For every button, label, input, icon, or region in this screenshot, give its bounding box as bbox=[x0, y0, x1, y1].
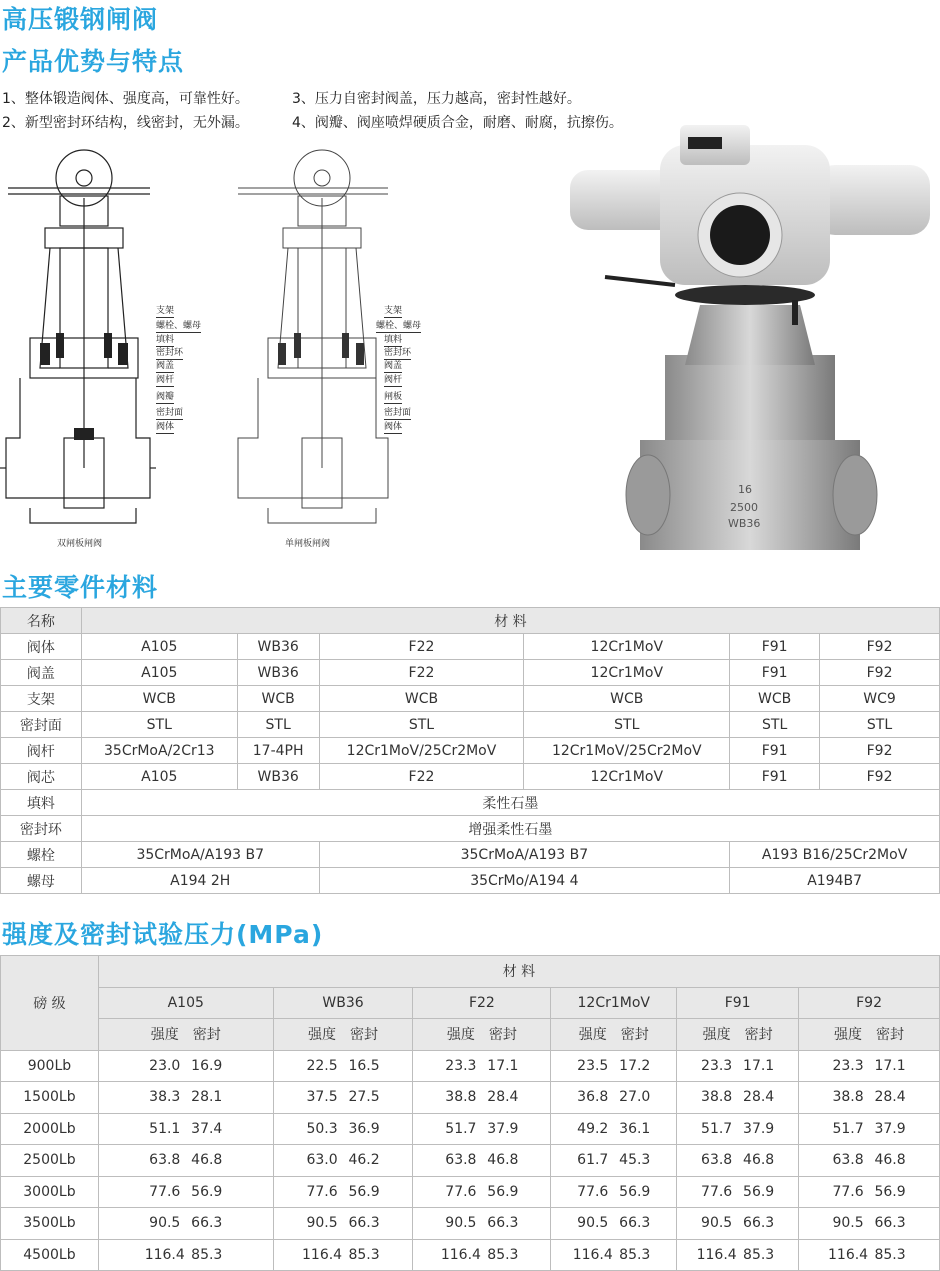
pt-cell bbox=[799, 1145, 940, 1177]
mt-cell: 35CrMoA/A193 B7 bbox=[319, 842, 730, 868]
pt-class: 3000Lb bbox=[1, 1176, 99, 1208]
pt-strength-value: 63.8 bbox=[701, 1152, 733, 1169]
table-row bbox=[1, 660, 940, 686]
pt-seal-value: 45.3 bbox=[619, 1152, 651, 1169]
pt-strength-value: 63.8 bbox=[832, 1152, 864, 1169]
mt-cell: WCB bbox=[237, 686, 319, 712]
pt-cell bbox=[677, 1176, 799, 1208]
mt-cell: A105 bbox=[81, 634, 237, 660]
table-row bbox=[1, 1208, 940, 1240]
mt-cell: WB36 bbox=[237, 660, 319, 686]
feature-4: 4、阀瓣、阀座喷焊硬质合金，耐磨、耐腐，抗擦伤。 bbox=[292, 115, 623, 131]
mt-cell: F91 bbox=[730, 634, 820, 660]
pt-seal-value: 17.1 bbox=[487, 1057, 519, 1074]
pt-cell bbox=[273, 1145, 413, 1177]
pt-seal-label: 密封 bbox=[192, 1027, 221, 1044]
pt-strength-value: 116.4 bbox=[440, 1246, 481, 1263]
double-label-seal-face: 密封面 bbox=[156, 408, 184, 418]
table-row bbox=[1, 686, 940, 712]
pt-material: F92 bbox=[799, 987, 940, 1019]
pt-seal-value: 56.9 bbox=[348, 1183, 380, 1200]
table-row bbox=[1, 1113, 940, 1145]
double-label-bracket: 支架 bbox=[156, 306, 175, 316]
pt-seal-label: 密封 bbox=[876, 1027, 905, 1044]
mt-cell: 35CrMoA/2Cr13 bbox=[81, 738, 237, 764]
pt-cell bbox=[273, 1176, 413, 1208]
pt-cell bbox=[799, 1050, 940, 1082]
pt-strength-value: 61.7 bbox=[577, 1152, 609, 1169]
single-label-body: 阀体 bbox=[384, 422, 403, 432]
pt-cell bbox=[413, 1208, 551, 1240]
pt-seal-value: 56.9 bbox=[487, 1183, 519, 1200]
mt-row-name: 阀盖 bbox=[1, 660, 82, 686]
pt-cell bbox=[98, 1082, 273, 1114]
mt-cell: A193 B16/25Cr2MoV bbox=[730, 842, 940, 868]
pt-cell bbox=[98, 1176, 273, 1208]
pt-strength-value: 116.4 bbox=[302, 1246, 343, 1263]
pt-seal-value: 46.8 bbox=[191, 1152, 223, 1169]
mt-row-name: 密封环 bbox=[1, 816, 82, 842]
pt-cell bbox=[799, 1239, 940, 1271]
pt-seal-value: 56.9 bbox=[874, 1183, 906, 1200]
pt-strength-value: 116.4 bbox=[572, 1246, 613, 1263]
pt-class-header: 磅 级 bbox=[1, 956, 99, 1051]
mt-row-name: 阀芯 bbox=[1, 764, 82, 790]
mt-cell: 12Cr1MoV/25Cr2MoV bbox=[524, 738, 730, 764]
materials-table bbox=[0, 607, 940, 894]
double-label-seal-ring: 密封环 bbox=[156, 348, 184, 358]
pt-seal-value: 85.3 bbox=[191, 1246, 223, 1263]
single-label-bonnet: 阀盖 bbox=[384, 361, 403, 371]
pt-strength-value: 90.5 bbox=[306, 1215, 338, 1232]
table-row bbox=[1, 1176, 940, 1208]
table-row bbox=[1, 868, 940, 894]
pt-seal-value: 27.5 bbox=[348, 1089, 380, 1106]
feature-2: 2、新型密封环结构，线密封，无外漏。 bbox=[2, 115, 249, 131]
pt-strength-label: 强度 bbox=[578, 1027, 607, 1044]
mt-cell: WB36 bbox=[237, 764, 319, 790]
pt-seal-value: 46.8 bbox=[487, 1152, 519, 1169]
page-title: 高压锻钢闸阀 bbox=[2, 5, 159, 34]
single-label-gate: 闸板 bbox=[384, 392, 403, 402]
mt-row-name: 阀杆 bbox=[1, 738, 82, 764]
table-row bbox=[1, 1082, 940, 1114]
mt-cell: F91 bbox=[730, 660, 820, 686]
pt-strength-value: 51.7 bbox=[832, 1120, 864, 1137]
pt-subheader bbox=[799, 1019, 940, 1051]
pressure-table bbox=[0, 955, 940, 1271]
pt-strength-value: 90.5 bbox=[701, 1215, 733, 1232]
mt-cell: STL bbox=[237, 712, 319, 738]
mt-cell: 12Cr1MoV/25Cr2MoV bbox=[319, 738, 524, 764]
mt-cell: 17-4PH bbox=[237, 738, 319, 764]
mt-cell: F91 bbox=[730, 764, 820, 790]
mt-cell: STL bbox=[730, 712, 820, 738]
pt-cell bbox=[413, 1082, 551, 1114]
pt-seal-value: 66.3 bbox=[619, 1215, 651, 1232]
pt-subheader bbox=[413, 1019, 551, 1051]
pt-strength-value: 38.8 bbox=[701, 1089, 733, 1106]
pt-subheader bbox=[273, 1019, 413, 1051]
table-row bbox=[1, 790, 940, 816]
pt-cell bbox=[799, 1208, 940, 1240]
pt-seal-value: 46.8 bbox=[743, 1152, 775, 1169]
pt-subheader bbox=[677, 1019, 799, 1051]
single-label-seal-ring: 密封环 bbox=[384, 348, 412, 358]
pt-seal-value: 28.1 bbox=[191, 1089, 223, 1106]
double-label-body: 阀体 bbox=[156, 422, 175, 432]
pt-cell bbox=[413, 1176, 551, 1208]
pt-seal-value: 28.4 bbox=[874, 1089, 906, 1106]
pt-class: 4500Lb bbox=[1, 1239, 99, 1271]
pt-material: A105 bbox=[98, 987, 273, 1019]
pt-cell bbox=[551, 1239, 677, 1271]
pt-strength-value: 49.2 bbox=[577, 1120, 609, 1137]
pt-strength-value: 51.1 bbox=[149, 1120, 181, 1137]
pt-cell bbox=[273, 1208, 413, 1240]
mt-cell: A194 2H bbox=[81, 868, 319, 894]
pt-strength-value: 90.5 bbox=[149, 1215, 181, 1232]
pt-material: 12Cr1MoV bbox=[551, 987, 677, 1019]
pt-strength-value: 23.3 bbox=[832, 1057, 864, 1074]
mt-name-header: 名称 bbox=[1, 608, 82, 634]
pt-seal-value: 56.9 bbox=[619, 1183, 651, 1200]
pt-seal-label: 密封 bbox=[350, 1027, 379, 1044]
pt-seal-value: 17.1 bbox=[743, 1057, 775, 1074]
pt-seal-label: 密封 bbox=[744, 1027, 773, 1044]
mt-cell: WCB bbox=[524, 686, 730, 712]
double-label-disc: 阀瓣 bbox=[156, 392, 175, 402]
pt-class: 2500Lb bbox=[1, 1145, 99, 1177]
pt-seal-value: 56.9 bbox=[191, 1183, 223, 1200]
pt-seal-value: 46.8 bbox=[874, 1152, 906, 1169]
double-label-bonnet: 阀盖 bbox=[156, 361, 175, 371]
mt-cell: STL bbox=[319, 712, 524, 738]
feature-1: 1、整体锻造阀体、强度高，可靠性好。 bbox=[2, 91, 249, 107]
pt-strength-label: 强度 bbox=[702, 1027, 731, 1044]
pt-cell bbox=[413, 1145, 551, 1177]
pt-class: 3500Lb bbox=[1, 1208, 99, 1240]
pt-strength-value: 77.6 bbox=[149, 1183, 181, 1200]
pt-cell bbox=[413, 1050, 551, 1082]
pt-seal-value: 28.4 bbox=[487, 1089, 519, 1106]
mt-cell: A194B7 bbox=[730, 868, 940, 894]
mt-cell: F92 bbox=[820, 660, 940, 686]
pt-cell bbox=[799, 1176, 940, 1208]
pt-strength-label: 强度 bbox=[446, 1027, 475, 1044]
pt-seal-value: 27.0 bbox=[619, 1089, 651, 1106]
pt-cell bbox=[273, 1113, 413, 1145]
pt-strength-value: 37.5 bbox=[306, 1089, 338, 1106]
mt-row-name: 阀体 bbox=[1, 634, 82, 660]
pt-cell bbox=[677, 1113, 799, 1145]
photo-stamp-2: 2500 bbox=[730, 501, 758, 514]
table-row bbox=[1, 738, 940, 764]
pt-strength-value: 77.6 bbox=[832, 1183, 864, 1200]
pt-seal-value: 66.3 bbox=[348, 1215, 380, 1232]
mt-cell: WCB bbox=[730, 686, 820, 712]
double-gate-caption: 双闸板闸阀 bbox=[57, 539, 103, 549]
pt-strength-value: 90.5 bbox=[445, 1215, 477, 1232]
pt-strength-value: 22.5 bbox=[306, 1057, 338, 1074]
mt-cell: WCB bbox=[319, 686, 524, 712]
mt-cell: F22 bbox=[319, 634, 524, 660]
pt-cell bbox=[98, 1113, 273, 1145]
mt-cell: 12Cr1MoV bbox=[524, 660, 730, 686]
pt-cell bbox=[551, 1208, 677, 1240]
pt-cell bbox=[273, 1239, 413, 1271]
mt-row-name: 密封面 bbox=[1, 712, 82, 738]
pt-strength-value: 23.3 bbox=[701, 1057, 733, 1074]
pt-strength-value: 90.5 bbox=[832, 1215, 864, 1232]
pt-strength-value: 77.6 bbox=[577, 1183, 609, 1200]
pt-strength-value: 63.8 bbox=[445, 1152, 477, 1169]
pt-cell bbox=[551, 1050, 677, 1082]
table-row bbox=[1, 842, 940, 868]
pt-seal-value: 66.3 bbox=[487, 1215, 519, 1232]
mt-cell: WC9 bbox=[820, 686, 940, 712]
mt-cell: WB36 bbox=[237, 634, 319, 660]
pt-strength-label: 强度 bbox=[834, 1027, 863, 1044]
pt-strength-label: 强度 bbox=[308, 1027, 337, 1044]
pt-material: WB36 bbox=[273, 987, 413, 1019]
photo-stamp-1: 16 bbox=[738, 483, 752, 496]
pt-seal-value: 17.2 bbox=[619, 1057, 651, 1074]
pt-strength-value: 116.4 bbox=[144, 1246, 185, 1263]
table-row bbox=[1, 764, 940, 790]
mt-cell: 12Cr1MoV bbox=[524, 634, 730, 660]
pt-seal-value: 36.1 bbox=[619, 1120, 651, 1137]
pt-cell bbox=[677, 1082, 799, 1114]
pt-cell bbox=[551, 1113, 677, 1145]
table-row bbox=[1, 816, 940, 842]
pt-seal-value: 66.3 bbox=[743, 1215, 775, 1232]
single-label-packing: 填料 bbox=[384, 335, 403, 345]
pt-cell bbox=[677, 1145, 799, 1177]
pt-seal-value: 37.4 bbox=[191, 1120, 223, 1137]
pt-cell bbox=[273, 1050, 413, 1082]
pressure-heading: 强度及密封试验压力(MPa) bbox=[2, 920, 324, 949]
pt-strength-value: 23.5 bbox=[577, 1057, 609, 1074]
pt-strength-value: 77.6 bbox=[306, 1183, 338, 1200]
pt-class: 900Lb bbox=[1, 1050, 99, 1082]
pt-strength-value: 23.0 bbox=[149, 1057, 181, 1074]
pt-strength-value: 63.8 bbox=[149, 1152, 181, 1169]
pt-cell bbox=[799, 1113, 940, 1145]
pt-seal-value: 37.9 bbox=[874, 1120, 906, 1137]
valve-product-photo bbox=[560, 115, 940, 555]
single-label-seal-face: 密封面 bbox=[384, 408, 412, 418]
mt-cell: 12Cr1MoV bbox=[524, 764, 730, 790]
photo-stamp-3: WB36 bbox=[728, 517, 761, 530]
table-row bbox=[1, 1145, 940, 1177]
pt-subheader bbox=[98, 1019, 273, 1051]
pt-cell bbox=[413, 1113, 551, 1145]
mt-cell: STL bbox=[524, 712, 730, 738]
pt-cell bbox=[273, 1082, 413, 1114]
single-gate-caption: 单闸板闸阀 bbox=[285, 539, 331, 549]
materials-heading: 主要零件材料 bbox=[2, 573, 159, 602]
mt-row-name: 螺栓 bbox=[1, 842, 82, 868]
table-row bbox=[1, 634, 940, 660]
single-gate-valve-drawing bbox=[228, 138, 398, 538]
single-label-bolt-nut: 螺栓、螺母 bbox=[376, 321, 422, 331]
mt-cell: F22 bbox=[319, 764, 524, 790]
pt-material: F22 bbox=[413, 987, 551, 1019]
features-heading: 产品优势与特点 bbox=[2, 47, 185, 76]
feature-3: 3、压力自密封阀盖，压力越高，密封性越好。 bbox=[292, 91, 581, 107]
pt-seal-value: 28.4 bbox=[743, 1089, 775, 1106]
pt-strength-value: 51.7 bbox=[445, 1120, 477, 1137]
pt-strength-value: 38.8 bbox=[832, 1089, 864, 1106]
pt-class: 2000Lb bbox=[1, 1113, 99, 1145]
mt-cell: F22 bbox=[319, 660, 524, 686]
mt-cell: F91 bbox=[730, 738, 820, 764]
pt-strength-value: 90.5 bbox=[577, 1215, 609, 1232]
table-row bbox=[1, 712, 940, 738]
pt-seal-value: 37.9 bbox=[487, 1120, 519, 1137]
pt-cell bbox=[677, 1050, 799, 1082]
mt-cell: 35CrMo/A194 4 bbox=[319, 868, 730, 894]
pt-strength-value: 51.7 bbox=[701, 1120, 733, 1137]
pt-cell bbox=[413, 1239, 551, 1271]
pt-seal-value: 66.3 bbox=[874, 1215, 906, 1232]
pt-strength-value: 38.8 bbox=[445, 1089, 477, 1106]
pt-strength-value: 116.4 bbox=[696, 1246, 737, 1263]
pt-seal-value: 36.9 bbox=[348, 1120, 380, 1137]
pt-strength-value: 36.8 bbox=[577, 1089, 609, 1106]
pt-class: 1500Lb bbox=[1, 1082, 99, 1114]
pt-seal-value: 85.3 bbox=[487, 1246, 519, 1263]
mt-cell: A105 bbox=[81, 764, 237, 790]
double-label-bolt-nut: 螺栓、螺母 bbox=[156, 321, 202, 331]
table-row bbox=[1, 1239, 940, 1271]
double-label-packing: 填料 bbox=[156, 335, 175, 345]
mt-row-name: 螺母 bbox=[1, 868, 82, 894]
double-label-stem: 阀杆 bbox=[156, 375, 175, 385]
pt-seal-value: 46.2 bbox=[348, 1152, 380, 1169]
mt-cell: F92 bbox=[820, 738, 940, 764]
pt-strength-value: 77.6 bbox=[701, 1183, 733, 1200]
mt-cell: 柔性石墨 bbox=[81, 790, 939, 816]
mt-row-name: 填料 bbox=[1, 790, 82, 816]
pt-seal-value: 85.3 bbox=[743, 1246, 775, 1263]
mt-material-header: 材 料 bbox=[81, 608, 939, 634]
pt-strength-value: 77.6 bbox=[445, 1183, 477, 1200]
pt-material-header: 材 料 bbox=[98, 956, 939, 988]
mt-cell: F92 bbox=[820, 634, 940, 660]
single-label-bracket: 支架 bbox=[384, 306, 403, 316]
mt-cell: F92 bbox=[820, 764, 940, 790]
pt-seal-value: 37.9 bbox=[743, 1120, 775, 1137]
mt-cell: STL bbox=[820, 712, 940, 738]
pt-cell bbox=[551, 1145, 677, 1177]
mt-cell: A105 bbox=[81, 660, 237, 686]
single-label-stem: 阀杆 bbox=[384, 375, 403, 385]
mt-cell: WCB bbox=[81, 686, 237, 712]
pt-cell bbox=[799, 1082, 940, 1114]
table-row bbox=[1, 1050, 940, 1082]
pt-subheader bbox=[551, 1019, 677, 1051]
pt-cell bbox=[98, 1050, 273, 1082]
pt-seal-value: 16.5 bbox=[348, 1057, 380, 1074]
pt-seal-value: 66.3 bbox=[191, 1215, 223, 1232]
pt-cell bbox=[98, 1145, 273, 1177]
pt-seal-label: 密封 bbox=[488, 1027, 517, 1044]
mt-cell: 增强柔性石墨 bbox=[81, 816, 939, 842]
pt-seal-label: 密封 bbox=[620, 1027, 649, 1044]
pt-seal-value: 85.3 bbox=[619, 1246, 651, 1263]
pt-cell bbox=[551, 1082, 677, 1114]
pt-seal-value: 17.1 bbox=[874, 1057, 906, 1074]
pt-strength-value: 23.3 bbox=[445, 1057, 477, 1074]
pt-strength-value: 38.3 bbox=[149, 1089, 181, 1106]
pt-cell bbox=[677, 1208, 799, 1240]
pt-seal-value: 85.3 bbox=[874, 1246, 906, 1263]
pt-strength-value: 50.3 bbox=[306, 1120, 338, 1137]
pt-strength-label: 强度 bbox=[150, 1027, 179, 1044]
pt-strength-value: 116.4 bbox=[828, 1246, 869, 1263]
pt-strength-value: 63.0 bbox=[306, 1152, 338, 1169]
double-gate-valve-drawing bbox=[0, 138, 220, 538]
pt-material: F91 bbox=[677, 987, 799, 1019]
pt-seal-value: 56.9 bbox=[743, 1183, 775, 1200]
pt-seal-value: 85.3 bbox=[348, 1246, 380, 1263]
pt-cell bbox=[98, 1208, 273, 1240]
pt-cell bbox=[677, 1239, 799, 1271]
mt-cell: STL bbox=[81, 712, 237, 738]
pt-seal-value: 16.9 bbox=[191, 1057, 223, 1074]
pt-cell bbox=[98, 1239, 273, 1271]
mt-cell: 35CrMoA/A193 B7 bbox=[81, 842, 319, 868]
pt-cell bbox=[551, 1176, 677, 1208]
mt-row-name: 支架 bbox=[1, 686, 82, 712]
